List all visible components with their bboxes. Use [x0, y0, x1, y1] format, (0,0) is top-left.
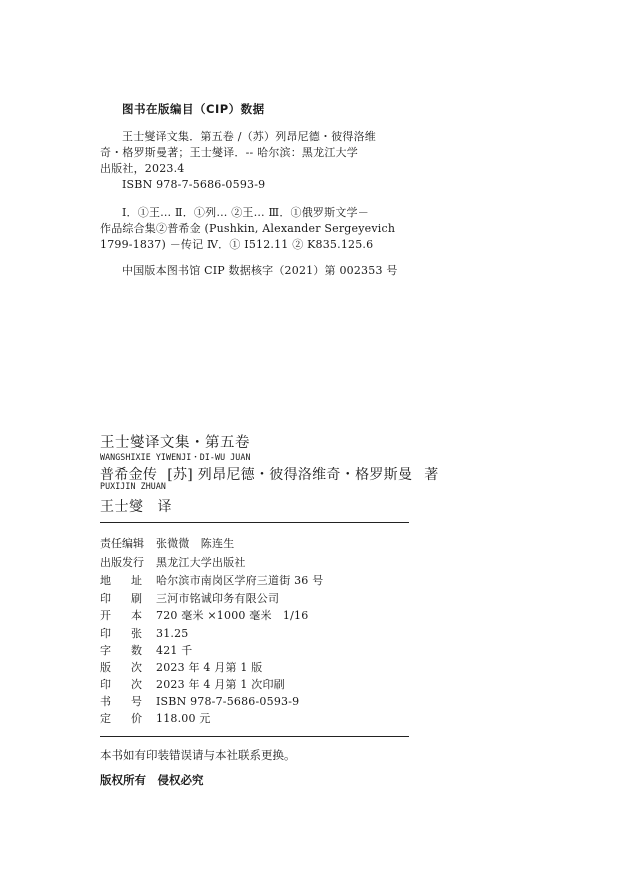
info-label: 版 次 [100, 661, 142, 674]
divider-bottom [100, 736, 409, 737]
translator-role: 译 [157, 499, 172, 515]
info-row-format [100, 608, 308, 623]
info-row-publisher [100, 555, 246, 570]
info-label: 开 本 [100, 609, 142, 622]
info-label: 定 价 [100, 712, 142, 725]
divider-top [100, 522, 409, 523]
cip-classification-line: Ⅰ．①王… Ⅱ．①列… ②王… Ⅲ．①俄罗斯文学－ [122, 206, 369, 219]
info-value: 31.25 [156, 627, 189, 640]
cip-record-number: 中国版本图书馆 CIP 数据核字（2021）第 002353 号 [122, 264, 398, 277]
info-value: 三河市铭诚印务有限公司 [156, 592, 280, 605]
cip-line: 出版社，2023.4 [100, 162, 185, 175]
cip-line: 王士燮译文集．第五卷 /（苏）列昂尼德・彼得洛维 [122, 130, 377, 143]
info-row-printing [100, 677, 285, 692]
info-value: 2023 年 4 月第 1 次印刷 [156, 678, 285, 691]
info-row-sheets [100, 626, 189, 641]
info-label: 地 址 [100, 574, 142, 587]
info-row-address [100, 573, 323, 588]
cip-classification-line: 作品综合集②普希金 (Pushkin, Alexander Sergeyevich [100, 222, 396, 235]
info-label: 责任编辑 [100, 537, 144, 550]
info-label: 字 数 [100, 644, 142, 657]
series-title: 王士燮译文集・第五卷 [100, 435, 250, 451]
work-title-pinyin: PUXIJIN ZHUAN [100, 482, 167, 492]
cip-line: 奇・格罗斯曼著；王士燮译．-- 哈尔滨：黑龙江大学 [100, 146, 358, 159]
info-row-edition [100, 660, 262, 675]
info-label: 印 张 [100, 627, 142, 640]
cip-isbn: ISBN 978-7-5686-0593-9 [122, 178, 266, 191]
info-value: ISBN 978-7-5686-0593-9 [156, 695, 300, 708]
info-value: 118.00 元 [156, 712, 211, 725]
translator-name: 王士燮 [100, 499, 144, 515]
info-value: 720 毫米 ×1000 毫米 1/16 [156, 609, 309, 622]
cip-classification-line: 1799-1837) －传记 Ⅳ．① I512.11 ② K835.125.6 [100, 238, 374, 251]
info-row-price [100, 711, 211, 726]
info-value: 2023 年 4 月第 1 版 [156, 661, 263, 674]
series-title-pinyin: WANGSHIXIE YIWENJI・DI-WU JUAN [100, 453, 251, 463]
work-title: 普希金传 [100, 467, 158, 483]
info-value: 421 千 [156, 644, 193, 657]
copyright-notice: 版权所有 侵权必究 [100, 773, 204, 787]
info-row-isbn [100, 694, 299, 709]
info-value: 张微微 陈连生 [156, 537, 235, 550]
defect-notice: 本书如有印装错误请与本社联系更换。 [100, 748, 296, 762]
info-label: 印 次 [100, 678, 142, 691]
info-label: 印 刷 [100, 592, 142, 605]
info-label: 书 号 [100, 695, 142, 708]
info-label: 出版发行 [100, 556, 144, 569]
info-value: 哈尔滨市南岗区学府三道街 36 号 [156, 574, 324, 587]
author-role: 著 [424, 467, 439, 483]
info-row-printer [100, 591, 279, 606]
author-name: [苏] 列昂尼德・彼得洛维奇・格罗斯曼 [167, 467, 413, 483]
translator-line [100, 496, 172, 516]
cip-heading: 图书在版编目（CIP）数据 [122, 102, 265, 116]
work-title-line [100, 464, 439, 484]
info-row-editor [100, 536, 234, 551]
info-row-word-count [100, 643, 193, 658]
info-value: 黑龙江大学出版社 [156, 556, 246, 569]
